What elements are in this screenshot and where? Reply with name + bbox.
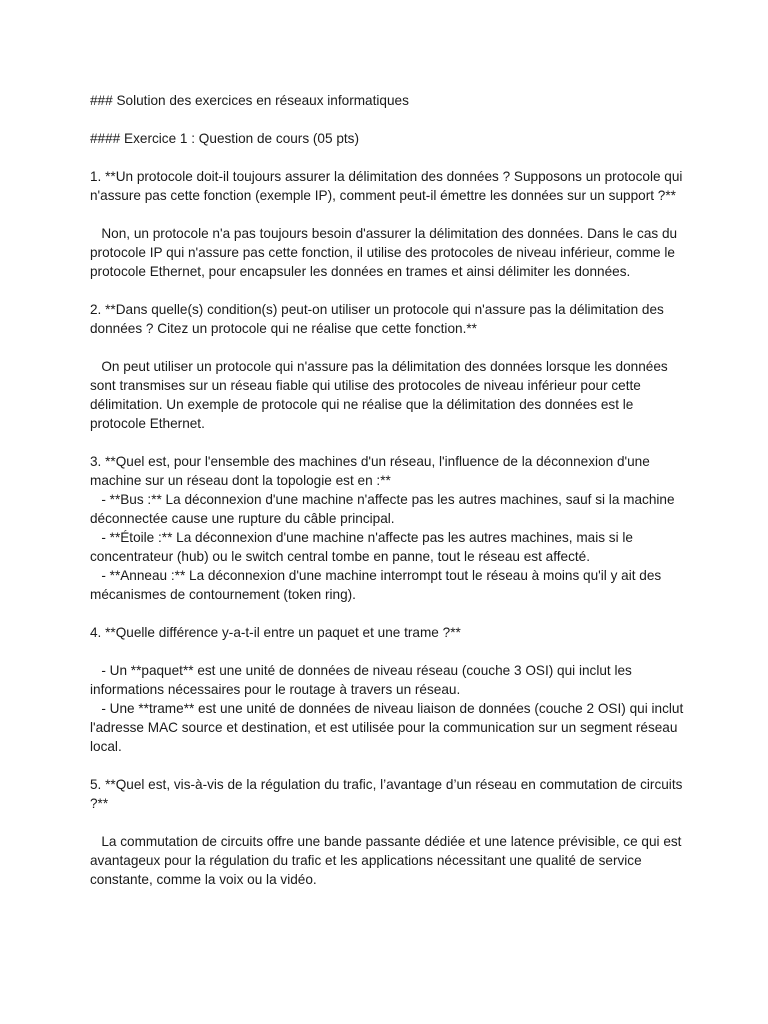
question-5: 5. **Quel est, vis-à-vis de la régulation du trafic, l’avantage d’un réseau en commutation de circuits ?** [90,777,687,811]
question-2: 2. **Dans quelle(s) condition(s) peut-on utiliser un protocole qui n'assure pas la délimitation des données ? Citez un protocole qui ne réalise que cette fonction.** [90,302,668,336]
answer-3-bus: - **Bus :** La déconnexion d'une machine n'affecte pas les autres machines, sauf si la machine déconnectée cause une rupture du câble principal. [90,492,679,526]
answer-5: La commutation de circuits offre une bande passante dédiée et une latence prévisible, ce qui est avantageux pour la régulation du trafic et les applications nécessitant une qualité de service constante, comme la voix ou la vidéo. [90,834,686,887]
answer-1: Non, un protocole n'a pas toujours besoin d'assurer la délimitation des données. Dans le cas du protocole IP qui n'assure pas cette fonction, il utilise des protocoles de niveau inférieur, comme le protocole Ethernet, pour encapsuler les données en trames et ainsi délimiter les données. [90,226,681,279]
spacer [90,433,690,452]
spacer [90,205,690,224]
question-1: 1. **Un protocole doit-il toujours assurer la délimitation des données ? Supposons un protocole qui n'assure pas cette fonction (exemple IP), comment peut-il émettre les données sur un support ?** [90,169,687,203]
spacer [90,338,690,357]
spacer [90,110,690,129]
spacer [90,756,690,775]
spacer [90,281,690,300]
answer-3-anneau: - **Anneau :** La déconnexion d'une machine interrompt tout le réseau à moins qu'il y ait des mécanismes de contournement (token ring). [90,568,665,602]
spacer [90,148,690,167]
spacer [90,813,690,832]
answer-3-etoile: - **Étoile :** La déconnexion d'une machine n'affecte pas les autres machines, mais si le concentrateur (hub) ou le switch central tombe en panne, tout le réseau est affecté. [90,530,637,564]
exercise-heading: #### Exercice 1 : Question de cours (05 pts) [90,131,359,146]
answer-4-paquet: - Un **paquet** est une unité de données de niveau réseau (couche 3 OSI) qui inclut les informations nécessaires pour le routage à travers un réseau. [90,663,636,697]
document-page [90,91,690,889]
spacer [90,604,690,623]
question-4: 4. **Quelle différence y-a-t-il entre un paquet et une trame ?** [90,625,461,640]
answer-4-trame: - Une **trame** est une unité de données de niveau liaison de données (couche 2 OSI) qui inclut l'adresse MAC source et destination, et est utilisée pour la communication sur un segment réseau local. [90,701,688,754]
document-title: ### Solution des exercices en réseaux informatiques [90,93,409,108]
spacer [90,642,690,661]
answer-2: On peut utiliser un protocole qui n'assure pas la délimitation des données lorsque les données sont transmises sur un réseau fiable qui utilise des protocoles de niveau inférieur pour cette délimitation. Un exemple de protocole qui ne réalise que la délimitation des données est le protocole Ethernet. [90,359,672,431]
question-3: 3. **Quel est, pour l'ensemble des machines d'un réseau, l'influence de la déconnexion d'une machine sur un réseau dont la topologie est en :** [90,454,654,488]
